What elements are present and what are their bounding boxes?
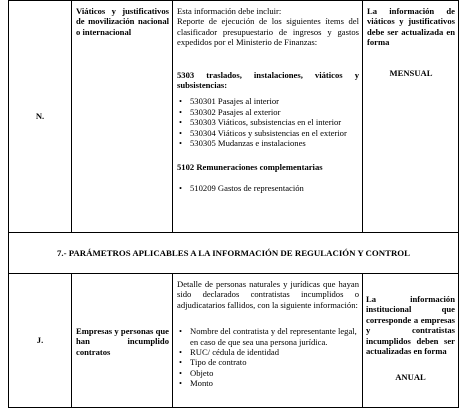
row-title-text: Viáticos y justificativos de movilización nacional o internacional: [76, 6, 169, 37]
table-row-j: [9, 274, 459, 408]
row-description: [173, 274, 363, 408]
row-title-text: Empresas y personas que han incumplido contratos: [76, 325, 169, 357]
row-code: J.: [9, 274, 72, 408]
group-list-5303: [177, 96, 359, 148]
group-title-5303: 5303 traslados, instalaciones, viáticos y subsistencias:: [177, 69, 359, 91]
description-text: Detalle de personas naturales y jurídicas que hayan sido declarados contratistas incumplidos o adjudicatarios fallidos, con la siguiente información:: [177, 279, 359, 310]
list-item: • Monto: [190, 378, 359, 388]
group-title-5102: 5102 Remuneraciones complementarias: [177, 162, 323, 173]
row-code: N.: [9, 1, 72, 233]
row-update-note: [363, 1, 459, 233]
row-update-note: [363, 274, 459, 408]
row-title: [72, 274, 173, 408]
transparency-table: [8, 0, 459, 408]
update-note-text: La información institucional que corresponde a empresas y contratistas incumplidos deben ser actualizadas en forma: [366, 294, 455, 357]
section-title: 7.- PARÁMETROS APLICABLES A LA INFORMACIÓN DE REGULACIÓN Y CONTROL: [9, 233, 459, 274]
update-frequency: ANUAL: [395, 372, 426, 383]
group-list-5102: [177, 183, 359, 193]
list-item: • 530304 Viáticos y subsistencias en el exterior: [190, 128, 359, 138]
list-item: • 530305 Mudanzas e instalaciones: [190, 138, 359, 148]
list-item: • 510209 Gastos de representación: [190, 183, 359, 193]
description-text: Reporte de ejecución de los siguientes ítems del clasificador presupuestario de ingresos y gastos expedidos por el Ministerio de Finanzas:: [177, 16, 359, 48]
row-title: [72, 1, 173, 233]
update-note-text: La información de viáticos y justificativos debe ser actualizada en forma: [367, 6, 455, 48]
list-item: • 530301 Pasajes al interior: [190, 96, 359, 106]
update-frequency: MENSUAL: [389, 67, 433, 78]
row-description: [173, 1, 363, 233]
contract-info-list: [177, 326, 359, 388]
list-item: • Tipo de contrato: [190, 357, 359, 367]
table-row-n: [9, 1, 459, 233]
list-item: • RUC/ cédula de identidad: [190, 347, 359, 357]
section-header-row: [9, 233, 459, 274]
list-item: • 530303 Viáticos, subsistencias en el interior: [190, 117, 359, 127]
list-item: • 530302 Pasajes al exterior: [190, 107, 359, 117]
description-intro: Esta información debe incluir:: [177, 6, 282, 16]
list-item: • Nombre del contratista y del representante legal, en caso de que sea una persona jurídica.: [190, 326, 359, 347]
list-item: • Objeto: [190, 368, 359, 378]
